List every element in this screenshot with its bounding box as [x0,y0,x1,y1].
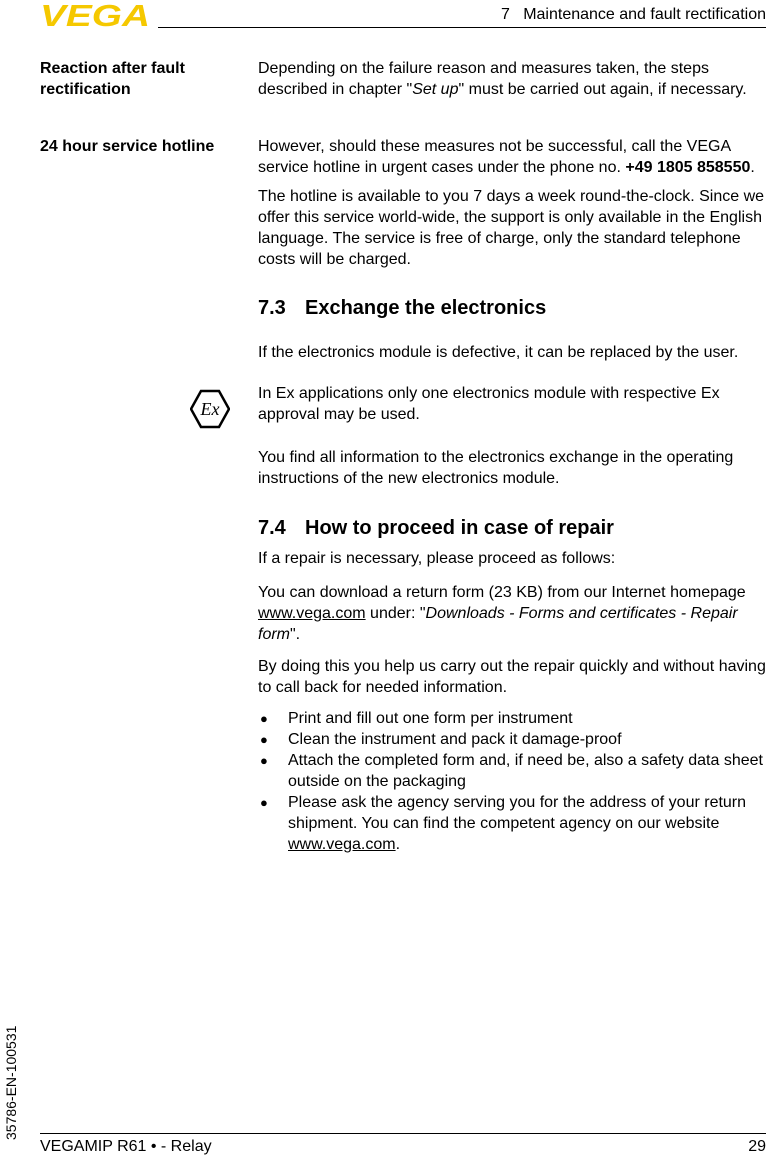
section-7-3-exchange-info: You find all information to the electronics exchange in the operating instructions of the new electronics module. [258,449,734,487]
header-rule [158,27,766,28]
section-7-4-heading: 7.4 How to proceed in case of repair [258,517,614,539]
section-7-4-intro: If a repair is necessary, please proceed as follows: [258,550,616,567]
hotline-paragraph: However, should these measures not be successful, call the VEGA service hotline in urgent cases under the phone no. +49 1805 858550. [258,138,755,176]
side-label-reaction: Reaction after fault rectification [40,60,185,98]
return-form-paragraph: You can download a return form (23 KB) from our Internet homepage www.vega.com under: "Downloads - Forms and certificates - Repair form". [258,584,746,643]
footer-rule [40,1133,766,1134]
repair-help-paragraph: By doing this you help us carry out the repair quickly and without having to call back for needed information. [258,658,766,696]
section-7-3-heading: 7.3 Exchange the electronics [258,297,547,319]
page-number: 29 [748,1138,766,1155]
list-item: ● Please ask the agency serving you for the address of your return shipment. You can find the competent agency on our website www.vega.com. [260,794,747,853]
footer-product: VEGAMIP R61 • - Relay [40,1138,212,1155]
list-item: ● Attach the completed form and, if need be, also a safety data sheet outside on the packaging [260,752,763,790]
vega-website-link-2[interactable]: www.vega.com [288,836,396,853]
vega-logo [40,2,152,28]
hotline-phone: +49 1805 858550 [625,159,751,176]
list-item: ● Clean the instrument and pack it damage-proof [260,731,622,748]
list-item: ● Print and fill out one form per instrument [260,710,573,727]
logo-text: VEGA [40,2,150,28]
chapter-title: 7 Maintenance and fault rectification [500,6,766,23]
section-7-3-intro: If the electronics module is defective, it can be replaced by the user. [258,344,739,361]
ex-hexagon-icon [190,389,230,429]
repair-steps-list [258,708,766,855]
vega-website-link[interactable]: www.vega.com [258,605,366,622]
document-id: 35786-EN-100531 [3,1025,19,1140]
reaction-paragraph: Depending on the failure reason and measures taken, the steps described in chapter "Set up" must be carried out again, if necessary. [258,60,747,98]
svg-text:Ex: Ex [200,399,220,419]
hotline-availability: The hotline is available to you 7 days a week round-the-clock. Since we offer this service world-wide, the support is only available in the English language. The service is free of charge, only the standard telephone costs will be charged. [258,188,765,268]
ex-note: In Ex applications only one electronics module with respective Ex approval may be used. [258,385,720,423]
side-label-hotline: 24 hour service hotline [40,138,215,155]
